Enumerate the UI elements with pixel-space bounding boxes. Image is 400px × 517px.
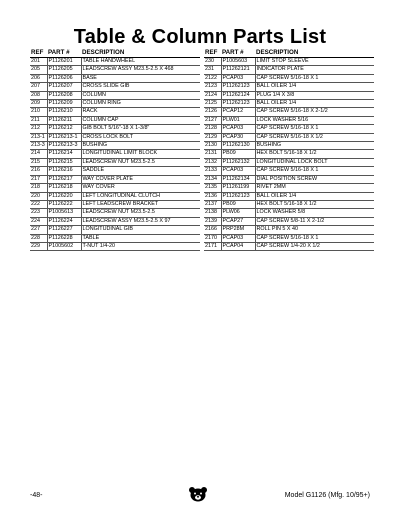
part-number-cell: P1126217 xyxy=(47,175,81,183)
ref-cell: 2128 xyxy=(204,125,221,133)
part-number-cell: PRP28M xyxy=(221,226,255,234)
part-number-cell: PB09 xyxy=(221,150,255,158)
table-row xyxy=(30,74,200,82)
table-row xyxy=(204,184,374,192)
table-row xyxy=(30,108,200,116)
table-row xyxy=(30,192,200,200)
description-cell: BASE xyxy=(81,74,200,82)
part-number-cell: P1126212 xyxy=(47,125,81,133)
table-row xyxy=(30,83,200,91)
ref-cell: 2124 xyxy=(204,91,221,99)
part-number-cell: PLW01 xyxy=(221,116,255,124)
table-row xyxy=(30,175,200,183)
ref-cell: 2125 xyxy=(204,100,221,108)
table-row xyxy=(30,226,200,234)
ref-cell: 216 xyxy=(30,167,47,175)
ref-cell: 210 xyxy=(30,108,47,116)
description-cell: BUSHING xyxy=(81,142,200,150)
part-number-cell: PCAP12 xyxy=(221,108,255,116)
description-cell: CAP SCREW 5/16-18 X 1 xyxy=(255,125,374,133)
part-number-cell: P11262132 xyxy=(221,158,255,166)
part-number-cell: P1126207 xyxy=(47,83,81,91)
part-number-cell: P1126213-3 xyxy=(47,142,81,150)
ref-cell: 212 xyxy=(30,125,47,133)
ref-cell: 2171 xyxy=(204,242,221,250)
part-number-cell: P1126227 xyxy=(47,226,81,234)
description-cell: LEADSCREW NUT M23.5-2.5 xyxy=(81,209,200,217)
part-number-cell: P11262124 xyxy=(221,91,255,99)
ref-cell: 231 xyxy=(204,66,221,74)
description-cell: CAP SCREW 5/16-18 X 1 xyxy=(255,167,374,175)
part-number-cell: P11262121 xyxy=(221,66,255,74)
part-number-header: PART # xyxy=(221,48,255,58)
description-cell: RIVET 2MM xyxy=(255,184,374,192)
description-header: DESCRIPTION xyxy=(255,48,374,58)
table-row xyxy=(30,184,200,192)
table-row xyxy=(204,217,374,225)
ref-cell: 2139 xyxy=(204,217,221,225)
table-row xyxy=(204,226,374,234)
description-cell: CAP SCREW 5/8-11 X 2-1/2 xyxy=(255,217,374,225)
description-cell: TABLE HANDWHEEL xyxy=(81,58,200,66)
table-row xyxy=(204,108,374,116)
ref-cell: 218 xyxy=(30,184,47,192)
part-number-cell: P11262123 xyxy=(221,100,255,108)
ref-cell: 2130 xyxy=(204,142,221,150)
bear-logo-icon xyxy=(188,486,208,502)
part-number-cell: PLW06 xyxy=(221,209,255,217)
part-number-cell: P1126216 xyxy=(47,167,81,175)
table-row xyxy=(30,91,200,99)
table-row xyxy=(30,167,200,175)
part-number-cell: P1126206 xyxy=(47,74,81,82)
description-cell: LONGITUDINAL LIMIT BLOCK xyxy=(81,150,200,158)
part-number-cell: P1126208 xyxy=(47,91,81,99)
table-row xyxy=(30,150,200,158)
part-number-cell: P1126220 xyxy=(47,192,81,200)
ref-cell: 2122 xyxy=(204,74,221,82)
description-cell: WAY COVER PLATE xyxy=(81,175,200,183)
ref-cell: 2131 xyxy=(204,150,221,158)
table-row xyxy=(30,209,200,217)
table-row xyxy=(204,167,374,175)
part-number-cell: P1005613 xyxy=(47,209,81,217)
ref-cell: 206 xyxy=(30,74,47,82)
parts-table-right xyxy=(204,48,374,251)
part-number-cell: PCAP03 xyxy=(221,167,255,175)
ref-cell: 214 xyxy=(30,150,47,158)
part-number-cell: P1005602 xyxy=(47,242,81,250)
description-cell: RACK xyxy=(81,108,200,116)
ref-cell: 222 xyxy=(30,200,47,208)
table-row xyxy=(204,158,374,166)
description-cell: CAP SCREW 1/4-20 X 1/2 xyxy=(255,242,374,250)
part-number-cell: P11262130 xyxy=(221,142,255,150)
table-row xyxy=(30,133,200,141)
part-number-cell: P11262123 xyxy=(221,192,255,200)
ref-cell: 224 xyxy=(30,217,47,225)
part-number-cell: P1126215 xyxy=(47,158,81,166)
part-number-cell: PCAP03 xyxy=(221,74,255,82)
part-number-cell: P11261199 xyxy=(221,184,255,192)
table-row xyxy=(30,125,200,133)
description-cell: BALL OILER 1/4 xyxy=(255,83,374,91)
description-cell: T-NUT 1/4-20 xyxy=(81,242,200,250)
description-cell: BALL OILER 1/4 xyxy=(255,100,374,108)
description-cell: LEADSCREW NUT M23.5-2.5 xyxy=(81,158,200,166)
table-row xyxy=(204,242,374,250)
description-cell: LEFT LONGITUDINAL CLUTCH xyxy=(81,192,200,200)
ref-cell: 2138 xyxy=(204,209,221,217)
table-row xyxy=(30,158,200,166)
parts-table-left xyxy=(30,48,200,251)
ref-cell: 207 xyxy=(30,83,47,91)
part-number-cell: P1126214 xyxy=(47,150,81,158)
table-row xyxy=(204,192,374,200)
ref-cell: 213-1 xyxy=(30,133,47,141)
ref-cell: 2132 xyxy=(204,158,221,166)
table-row xyxy=(204,234,374,242)
description-cell: CAP SCREW 5/16-18 X 1 xyxy=(255,74,374,82)
table-row xyxy=(204,83,374,91)
table-row xyxy=(204,66,374,74)
description-cell: GIB BOLT 5/16"-18 X 1-3/8" xyxy=(81,125,200,133)
description-cell: LEADSCREW ASSY M23.5-2.5 X 468 xyxy=(81,66,200,74)
description-cell: CAP SCREW 5/16-18 X 2-1/2 xyxy=(255,108,374,116)
ref-cell: 230 xyxy=(204,58,221,66)
table-row xyxy=(204,125,374,133)
ref-cell: 2123 xyxy=(204,83,221,91)
ref-cell: 209 xyxy=(30,100,47,108)
table-row xyxy=(204,91,374,99)
part-number-cell: P1126224 xyxy=(47,217,81,225)
description-cell: LONGITUDINAL LOCK BOLT xyxy=(255,158,374,166)
ref-cell: 229 xyxy=(30,242,47,250)
description-cell: COLUMN xyxy=(81,91,200,99)
part-number-cell: P1126211 xyxy=(47,116,81,124)
ref-cell: 208 xyxy=(30,91,47,99)
table-row xyxy=(30,58,200,66)
description-cell: DIAL POSITION SCREW xyxy=(255,175,374,183)
description-cell: PLUG 1/4 X 3/8 xyxy=(255,91,374,99)
ref-cell: 228 xyxy=(30,234,47,242)
table-row xyxy=(30,116,200,124)
ref-cell: 213-3 xyxy=(30,142,47,150)
description-cell: CAP SCREW 5/16-18 X 1/2 xyxy=(255,133,374,141)
table-row xyxy=(204,209,374,217)
table-row xyxy=(204,74,374,82)
ref-cell: 211 xyxy=(30,116,47,124)
ref-cell: 227 xyxy=(30,226,47,234)
table-header-row xyxy=(30,48,200,58)
part-number-cell: P1126209 xyxy=(47,100,81,108)
description-cell: LONGITUDINAL GIB xyxy=(81,226,200,234)
description-cell: ROLL PIN 5 X 40 xyxy=(255,226,374,234)
table-row xyxy=(30,66,200,74)
description-cell: INDICATOR PLATE xyxy=(255,66,374,74)
table-row xyxy=(204,200,374,208)
table-row xyxy=(204,175,374,183)
description-cell: LOCK WASHER 5/16 xyxy=(255,116,374,124)
ref-cell: 205 xyxy=(30,66,47,74)
table-row xyxy=(30,217,200,225)
table-row xyxy=(30,100,200,108)
ref-cell: 2134 xyxy=(204,175,221,183)
part-number-header: PART # xyxy=(47,48,81,58)
ref-cell: 215 xyxy=(30,158,47,166)
description-cell: LOCK WASHER 5/8 xyxy=(255,209,374,217)
description-cell: SADDLE xyxy=(81,167,200,175)
part-number-cell: PCAP03 xyxy=(221,125,255,133)
ref-header: REF xyxy=(204,48,221,58)
description-cell: WAY COVER xyxy=(81,184,200,192)
description-cell: HEX BOLT 5/16-18 X 1/2 xyxy=(255,150,374,158)
table-row xyxy=(204,133,374,141)
description-cell: COLUMN RING xyxy=(81,100,200,108)
table-row xyxy=(204,116,374,124)
ref-cell: 2166 xyxy=(204,226,221,234)
ref-cell: 2137 xyxy=(204,200,221,208)
description-cell: LEFT LEADSCREW BRACKET xyxy=(81,200,200,208)
description-cell: LEADSCREW ASSY M23.5-2.5 X 97 xyxy=(81,217,200,225)
ref-cell: 2129 xyxy=(204,133,221,141)
ref-cell: 2170 xyxy=(204,234,221,242)
ref-header: REF xyxy=(30,48,47,58)
ref-cell: 201 xyxy=(30,58,47,66)
part-number-cell: P11262123 xyxy=(221,83,255,91)
ref-cell: 220 xyxy=(30,192,47,200)
page-title: Table & Column Parts List xyxy=(73,26,327,48)
part-number-cell: P1005603 xyxy=(221,58,255,66)
ref-cell: 2135 xyxy=(204,184,221,192)
ref-cell: 2126 xyxy=(204,108,221,116)
part-number-cell: PCAP30 xyxy=(221,133,255,141)
description-header: DESCRIPTION xyxy=(81,48,200,58)
description-cell: HEX BOLT 5/16-18 X 1/2 xyxy=(255,200,374,208)
part-number-cell: P1126222 xyxy=(47,200,81,208)
description-cell: CROSS LOCK BOLT xyxy=(81,133,200,141)
part-number-cell: P1126205 xyxy=(47,66,81,74)
part-number-cell: PCAP27 xyxy=(221,217,255,225)
table-row xyxy=(204,142,374,150)
table-row xyxy=(30,200,200,208)
ref-cell: 2133 xyxy=(204,167,221,175)
table-row xyxy=(30,142,200,150)
ref-cell: 217 xyxy=(30,175,47,183)
description-cell: CAP SCREW 5/16-18 X 1 xyxy=(255,234,374,242)
part-number-cell: PCAP04 xyxy=(221,242,255,250)
part-number-cell: PCAP03 xyxy=(221,234,255,242)
description-cell: BUSHING xyxy=(255,142,374,150)
part-number-cell: P1126218 xyxy=(47,184,81,192)
description-cell: COLUMN CAP xyxy=(81,116,200,124)
table-header-row xyxy=(204,48,374,58)
part-number-cell: P1126228 xyxy=(47,234,81,242)
description-cell: LIMIT STOP SLEEVE xyxy=(255,58,374,66)
description-cell: BALL OILER 1/4 xyxy=(255,192,374,200)
table-row xyxy=(30,234,200,242)
ref-cell: 2127 xyxy=(204,116,221,124)
part-number-cell: P1126201 xyxy=(47,58,81,66)
part-number-cell: PB09 xyxy=(221,200,255,208)
part-number-cell: P11262134 xyxy=(221,175,255,183)
description-cell: CROSS SLIDE GIB xyxy=(81,83,200,91)
table-row xyxy=(204,58,374,66)
part-number-cell: P1126213-1 xyxy=(47,133,81,141)
table-row xyxy=(204,100,374,108)
table-row xyxy=(204,150,374,158)
description-cell: TABLE xyxy=(81,234,200,242)
ref-cell: 2136 xyxy=(204,192,221,200)
table-row xyxy=(30,242,200,250)
part-number-cell: P1126210 xyxy=(47,108,81,116)
page-number: -48- xyxy=(30,492,43,499)
ref-cell: 223 xyxy=(30,209,47,217)
model-label: Model G1126 (Mfg. 10/95+) xyxy=(284,492,370,499)
